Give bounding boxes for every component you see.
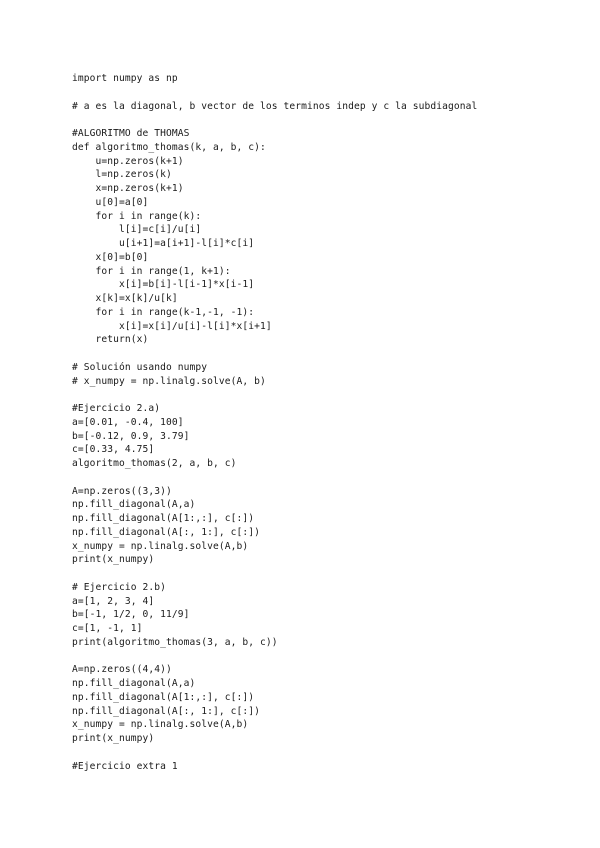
code-line: a=[1, 2, 3, 4] — [72, 595, 155, 607]
code-line — [72, 113, 477, 127]
code-line: #ALGORITMO de THOMAS — [72, 128, 190, 139]
code-listing — [72, 72, 477, 773]
code-line: c=[0.33, 4.75] — [72, 444, 155, 456]
code-line — [72, 650, 477, 664]
code-line: x_numpy = np.linalg.solve(A,b) — [72, 540, 249, 552]
code-line: A=np.zeros((4,4)) — [72, 664, 172, 676]
code-line: l=np.zeros(k) — [72, 169, 172, 181]
code-line — [72, 471, 477, 485]
code-line — [72, 86, 477, 100]
code-line: # Solución usando numpy — [72, 361, 208, 373]
code-line: algoritmo_thomas(2, a, b, c) — [72, 458, 237, 469]
code-line: x[k]=x[k]/u[k] — [72, 293, 178, 304]
code-line: print(algoritmo_thomas(3, a, b, c)) — [72, 636, 278, 648]
code-line: x=np.zeros(k+1) — [72, 183, 184, 194]
code-line: np.fill_diagonal(A[1:,:], c[:]) — [72, 691, 255, 703]
code-line: np.fill_diagonal(A[:, 1:], c[:]) — [72, 526, 261, 538]
code-line: a=[0.01, -0.4, 100] — [72, 416, 184, 428]
code-line: u[0]=a[0] — [72, 196, 149, 208]
code-line: # x_numpy = np.linalg.solve(A, b) — [72, 375, 266, 387]
code-line — [72, 388, 477, 402]
code-line: x[i]=b[i]-l[i-1]*x[i-1] — [72, 279, 255, 291]
code-line — [72, 746, 477, 760]
code-line: x[i]=x[i]/u[i]-l[i]*x[i+1] — [72, 320, 272, 332]
code-line: x[0]=b[0] — [72, 251, 149, 263]
code-line: l[i]=c[i]/u[i] — [72, 224, 202, 236]
code-line: np.fill_diagonal(A[1:,:], c[:]) — [72, 513, 255, 524]
code-line: # a es la diagonal, b vector de los terminos indep y c la subdiagonal — [72, 100, 478, 112]
code-line: for i in range(k): — [72, 210, 202, 222]
code-line: u=np.zeros(k+1) — [72, 155, 184, 167]
code-line: b=[-0.12, 0.9, 3.79] — [72, 430, 190, 442]
code-line: np.fill_diagonal(A[:, 1:], c[:]) — [72, 705, 261, 717]
code-line: #Ejercicio extra 1 — [72, 760, 178, 772]
code-line: #Ejercicio 2.a) — [72, 403, 161, 414]
code-line — [72, 347, 477, 361]
code-line: c=[1, -1, 1] — [72, 623, 143, 634]
code-line: np.fill_diagonal(A,a) — [72, 499, 196, 511]
code-line: print(x_numpy) — [72, 733, 155, 744]
code-line: for i in range(1, k+1): — [72, 265, 231, 277]
code-line: # Ejercicio 2.b) — [72, 581, 167, 593]
code-line: u[i+1]=a[i+1]-l[i]*c[i] — [72, 238, 255, 249]
code-line: x_numpy = np.linalg.solve(A,b) — [72, 719, 249, 731]
code-line: import numpy as np — [72, 73, 178, 84]
code-line: def algoritmo_thomas(k, a, b, c): — [72, 141, 266, 153]
code-line — [72, 567, 477, 581]
code-line: return(x) — [72, 334, 149, 346]
code-line: np.fill_diagonal(A,a) — [72, 678, 196, 689]
code-line: for i in range(k-1,-1, -1): — [72, 306, 255, 318]
code-line: b=[-1, 1/2, 0, 11/9] — [72, 609, 190, 621]
code-line: A=np.zeros((3,3)) — [72, 485, 172, 497]
code-line: print(x_numpy) — [72, 554, 155, 566]
